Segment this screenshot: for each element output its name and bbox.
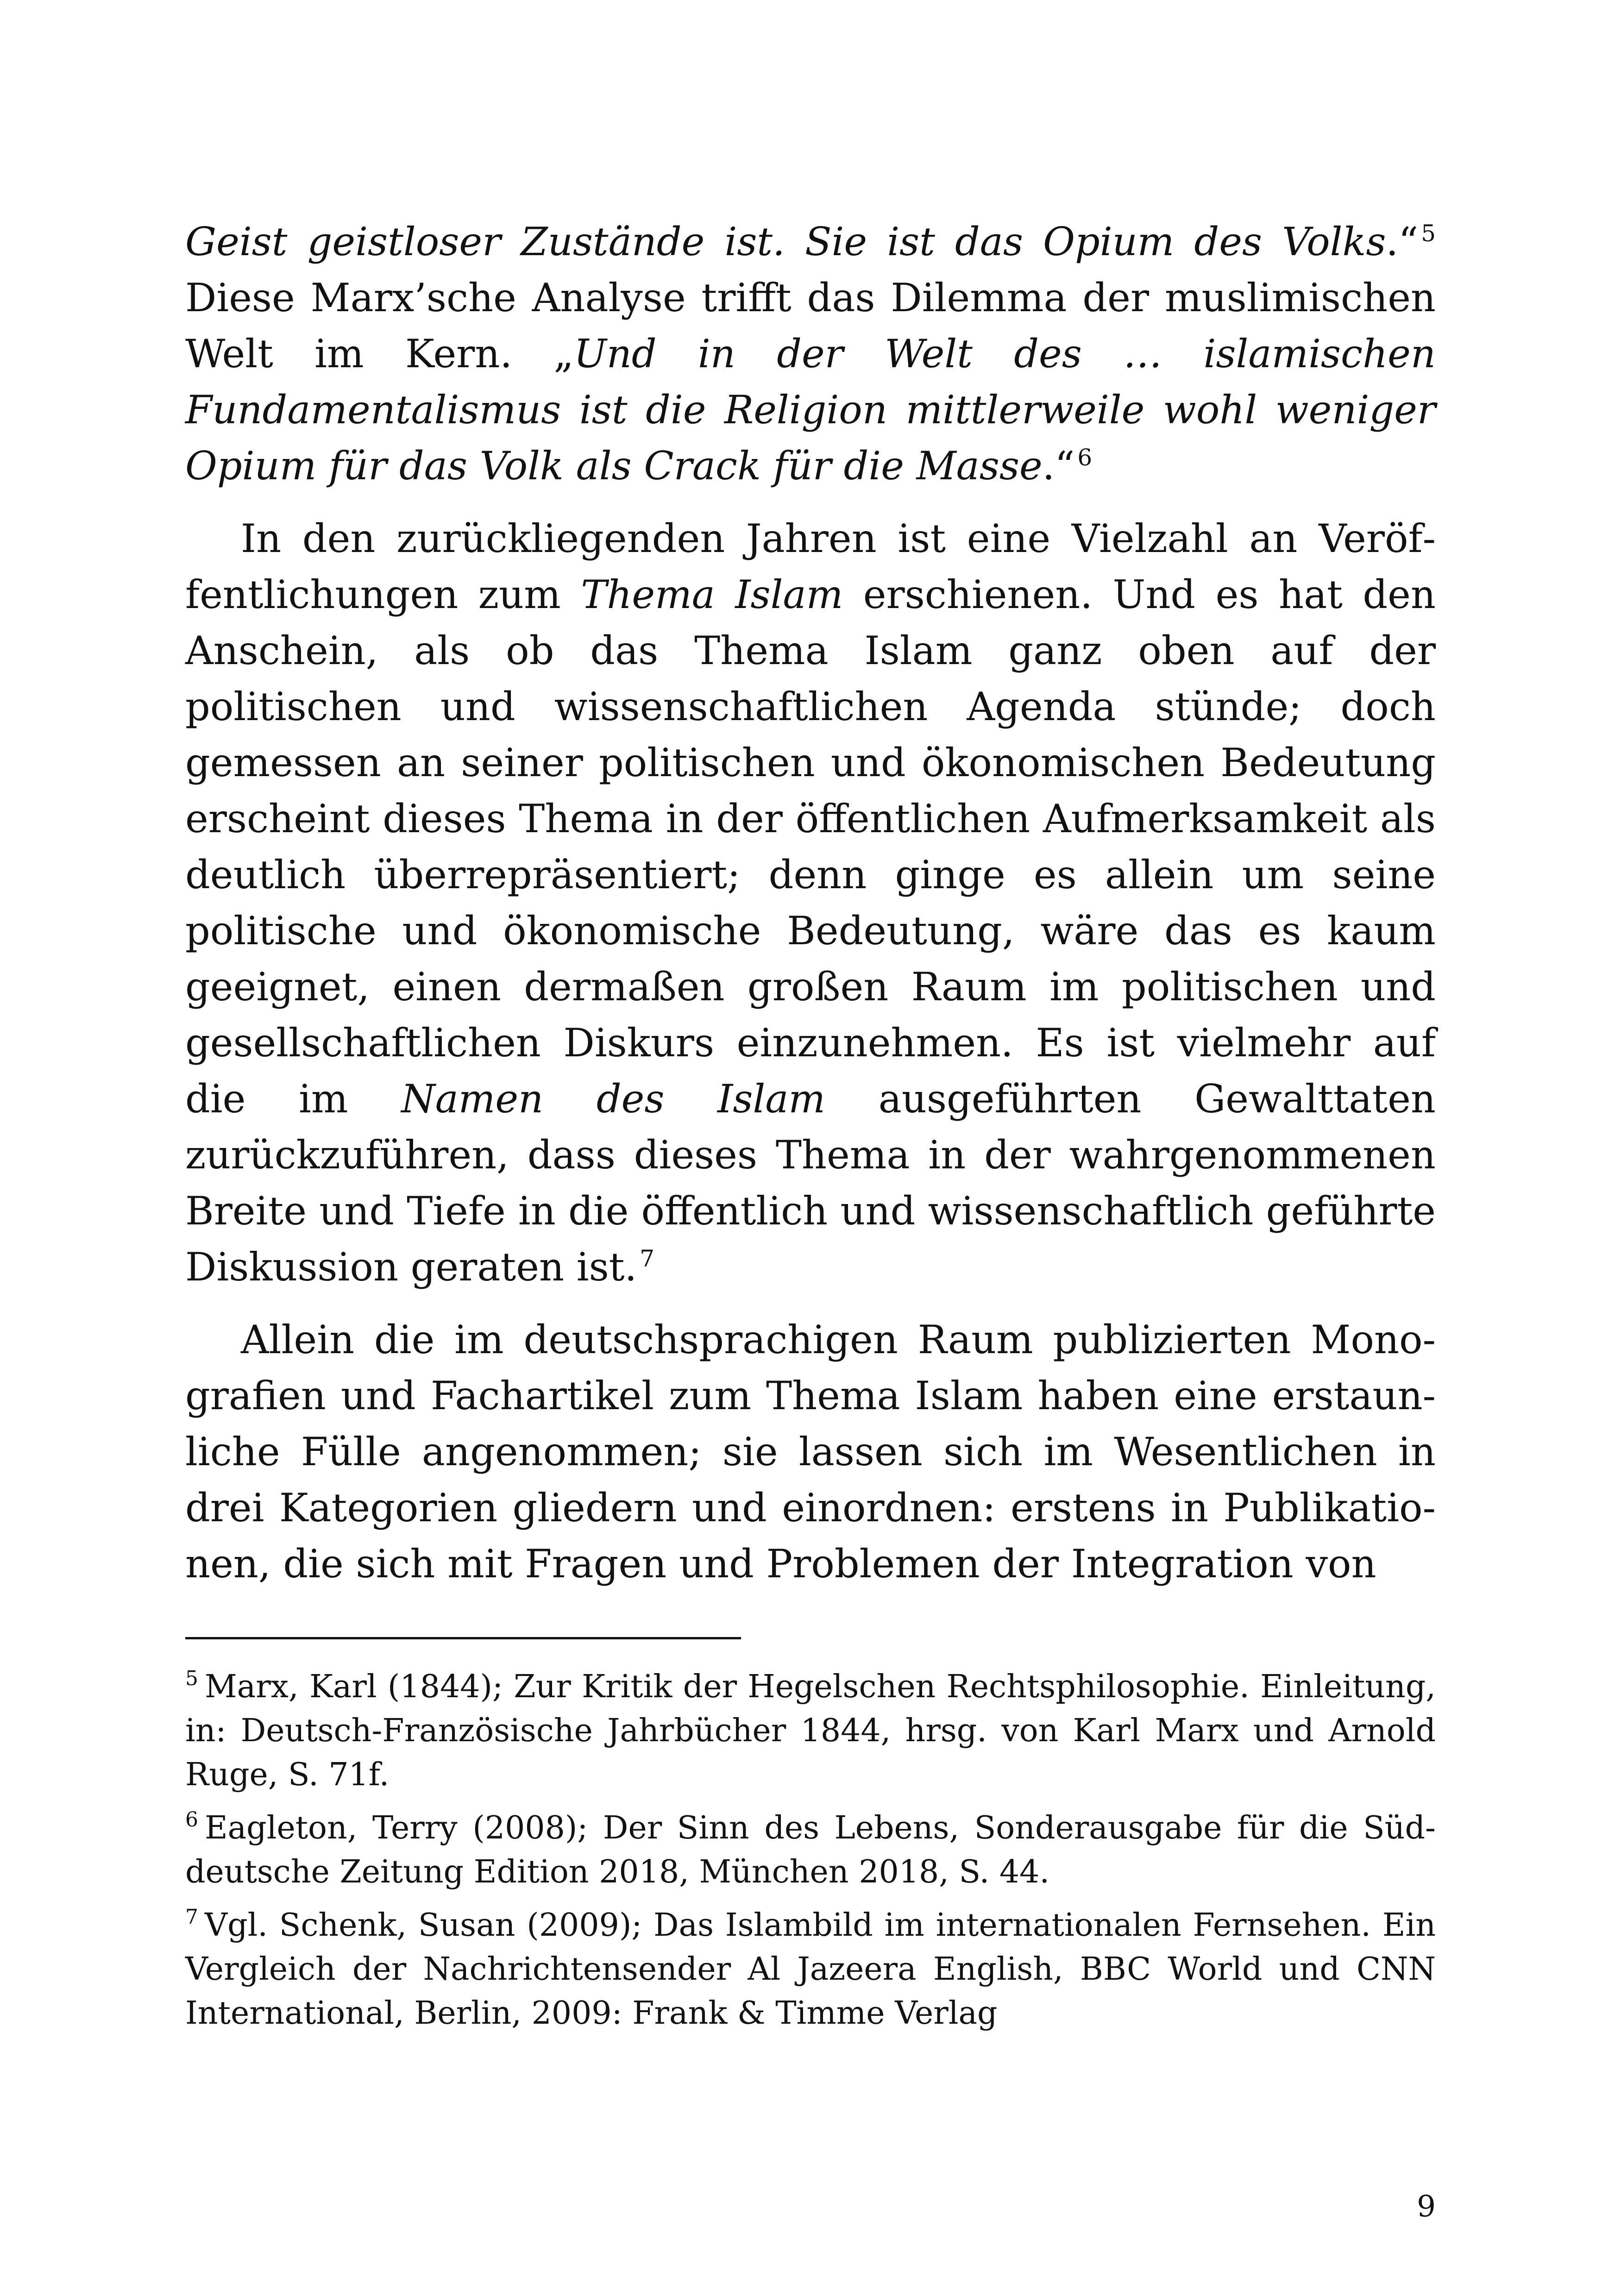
footnote-text: Marx, Karl (1844); Zur Kritik der Hegelschen Rechtsphilosophie. Einleitung, in: Deutsch-Französische Jahrbücher 1844, hrsg. von Karl Marx und Arnold Ruge, S. 71f. [185, 1669, 1436, 1793]
footnote-text: Eagleton, Terry (2008); Der Sinn des Lebens, Sonderausgabe für die Süddeutsche Zeitung Edition 2018, München 2018, S. 44. [185, 1810, 1436, 1890]
footnote-number: 7 [185, 1905, 198, 1929]
main-text [185, 214, 1436, 1592]
footnote-text: Vgl. Schenk, Susan (2009); Das Islambild im internationalen Fernsehen. Ein Vergleich der Nachrichtensender Al Jazeera English, BBC World und CNN International, Berlin, 2009: Frank & Timme Verlag [185, 1907, 1436, 2032]
footnote-ref-5[interactable]: 5 [1421, 220, 1436, 247]
footnote-ref-7[interactable]: 7 [640, 1245, 654, 1272]
footnote-7 [185, 1903, 1436, 2035]
paragraph-3: Allein die im deutschsprachigen Raum publizierten Monografien und Fachartikel zum Thema Islam haben eine erstaunliche Fülle angenommen; sie lassen sich im Wesentlichen in drei Kategorien gliedern und einordnen: erstens in Publikationen, die sich mit Fragen und Problemen der Integration von [185, 1317, 1436, 1587]
footnote-number: 5 [185, 1667, 198, 1690]
quote-eagleton: Und in der Welt des … islamischen Fundamentalismus ist die Religion mittlerweile wohl weniger Opium für das Volk als Crack für die Masse [185, 331, 1436, 489]
footnote-5 [185, 1665, 1436, 1797]
page-number: 9 [1417, 2189, 1436, 2224]
footnote-ref-6[interactable]: 6 [1077, 444, 1093, 471]
footnotes [185, 1665, 1436, 2045]
paragraph-1: Geist geistloser Zustände ist. Sie ist das Opium des Volks.“ $^5$ Diese Marx’sche Analyse trifft das Dilemma der muslimischen Welt im Kern. „Und in der Welt des … islamischen Fundamentalismus ist die Religion mittlerweile wohl weniger Opium für das Volk als Crack für die Masse.“ $^6$ [185, 219, 1436, 489]
emphasis-namen-des-islam: Namen des Islam [401, 1076, 826, 1122]
footnote-6 [185, 1806, 1436, 1894]
footnote-separator [185, 1637, 741, 1639]
quote-marx: Geist geistloser Zustände ist. Sie ist das Opium des Volks [185, 219, 1386, 264]
emphasis-thema-islam: Thema Islam [581, 572, 843, 617]
paragraph-2: In den zurückliegenden Jahren ist eine Vielzahl an Veröffentlichungen zum Thema Islam erschienen. Und es hat den Anschein, als ob das Thema Islam ganz oben auf der politischen und wissenschaftlichen Agenda stünde; doch gemessen an seiner politischen und ökonomischen Bedeutung erscheint dieses Thema in der öffentlichen Aufmerksamkeit als deutlich überrepräsentiert; denn ginge es allein um seine politische und ökonomische Bedeutung, wäre das es kaum geeignet, einen dermaßen großen Raum im politischen und gesellschaftlichen Diskurs einzunehmen. Es ist vielmehr auf die im Namen des Islam ausgeführten Gewalttaten zurückzuführen, dass dieses Thema in der wahrgenommenen Breite und Tiefe in die öffentlich und wissenschaftlich geführte Diskussion geraten ist. $^7$ [185, 516, 1436, 1290]
footnote-number: 6 [185, 1808, 198, 1832]
